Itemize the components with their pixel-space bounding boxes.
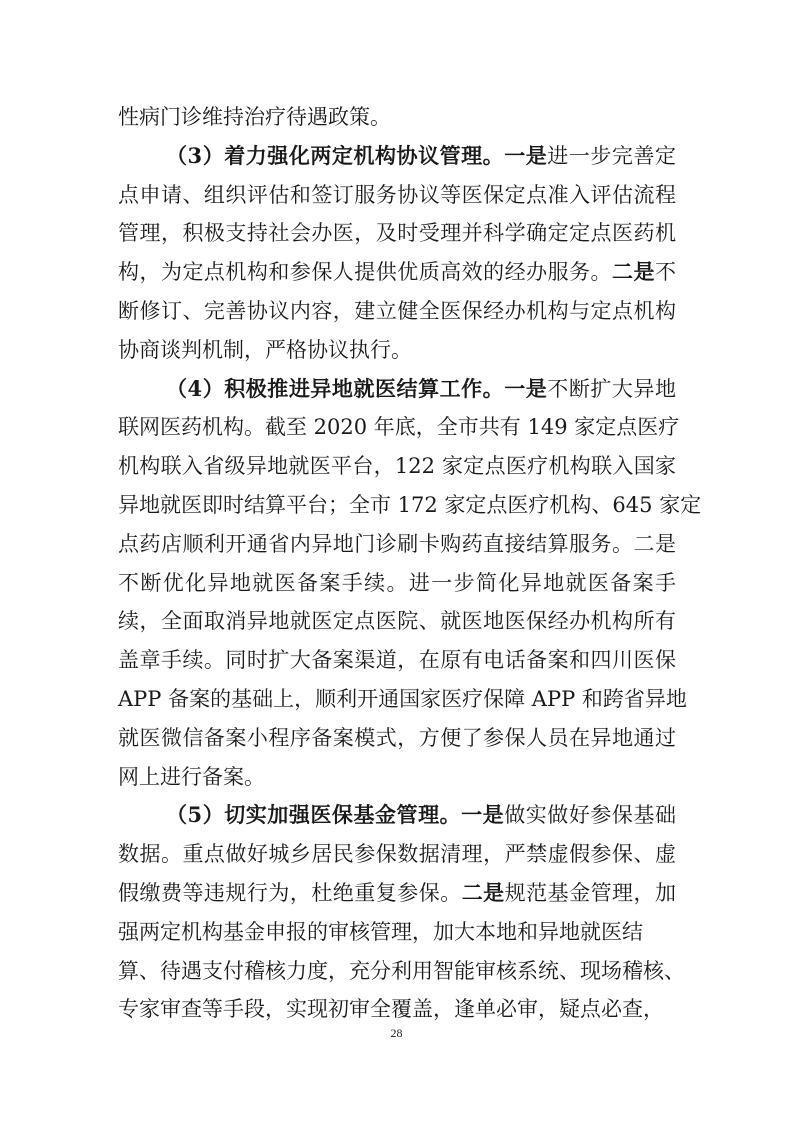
text-segment: 点申请、组织评估和签订服务协议等医保定点准入评估流程 [118,182,676,207]
text-line [118,292,676,331]
text-line [118,990,676,1029]
text-segment: 管理，积极支持社会办医，及时受理并科学确定定点医药机 [118,221,676,246]
bold-heading-segment: 二是 [612,259,656,285]
bold-heading-segment: （5）切实加强医保基金管理。一是 [166,802,505,828]
text-segment: 续，全面取消异地就医定点医院、就医地医保经办机构所有 [118,609,676,634]
text-segment: 做实做好参保基础 [504,803,676,828]
text-line [118,874,676,913]
text-segment: 协商谈判机制，严格协议执行。 [118,337,412,362]
text-segment: 异地就医即时结算平台；全市 172 家定点医疗机构、645 家定 [118,492,702,517]
text-segment: 性病门诊维持治疗待遇政策。 [118,105,391,129]
text-segment: 不 [655,260,677,285]
text-segment: 规范基金管理，加 [504,880,677,905]
text-line [118,913,676,952]
text-line [118,952,685,991]
text-segment: 就医微信备案小程序备案模式，方便了参保人员在异地通过 [118,725,676,750]
text-line [118,214,676,253]
text-line [118,331,676,370]
text-line [118,835,676,874]
text-segment: 构，为定点机构和参保人提供优质高效的经办服务。 [118,260,613,285]
text-line [118,719,676,758]
text-line [118,253,676,292]
text-segment: 网上进行备案。 [118,764,265,789]
text-segment: 机构联入省级异地就医平台，122 家定点医疗机构联入国家 [118,454,676,479]
body-text [118,98,702,1029]
text-line [118,641,676,680]
text-line [118,525,676,564]
text-line [118,796,676,835]
text-segment: 数据。重点做好城乡居民参保数据清理，严禁虚假参保、虚 [118,842,676,867]
text-line [118,447,676,486]
text-line [118,137,676,176]
text-line [118,758,676,797]
text-segment: 假缴费等违规行为，杜绝重复参保。 [118,880,462,905]
text-segment: 进一步完善定 [547,143,676,168]
text-line [118,602,676,641]
text-line [118,408,680,447]
text-segment: 不断优化异地就医备案手续。进一步简化异地就医备案手 [118,570,676,595]
text-line [118,370,676,409]
text-line [118,486,702,525]
text-segment: 断修订、完善协议内容，建立健全医保经办机构与定点机构 [118,298,676,323]
text-segment: 算、待遇支付稽核力度，充分利用智能审核系统、现场稽核、 [118,958,685,983]
text-segment: 盖章手续。同时扩大备案渠道，在原有电话备案和四川医保 [118,648,676,673]
text-segment: APP 备案的基础上，顺利开通国家医疗保障 APP 和跨省异地 [118,686,687,711]
text-line [118,176,676,215]
page-number: 28 [390,1026,403,1040]
text-segment: 专家审查等手段，实现初审全覆盖，逢单必审，疑点必查， [118,997,664,1022]
text-segment: 不断扩大异地 [547,376,676,401]
bold-heading-segment: （3）着力强化两定机构协议管理。一是 [166,142,548,168]
text-segment: 强两定机构基金申报的审核管理，加大本地和异地就医结 [118,919,643,944]
text-line [118,680,687,719]
text-line [118,564,676,603]
text-line [118,98,676,137]
text-segment: 联网医药机构。截至 2020 年底，全市共有 149 家定点医疗 [118,415,680,440]
bold-heading-segment: （4）积极推进异地就医结算工作。一是 [166,375,548,401]
bold-heading-segment: 二是 [461,879,505,905]
text-segment: 点药店顺利开通省内异地门诊刷卡购药直接结算服务。二是 [118,531,676,556]
